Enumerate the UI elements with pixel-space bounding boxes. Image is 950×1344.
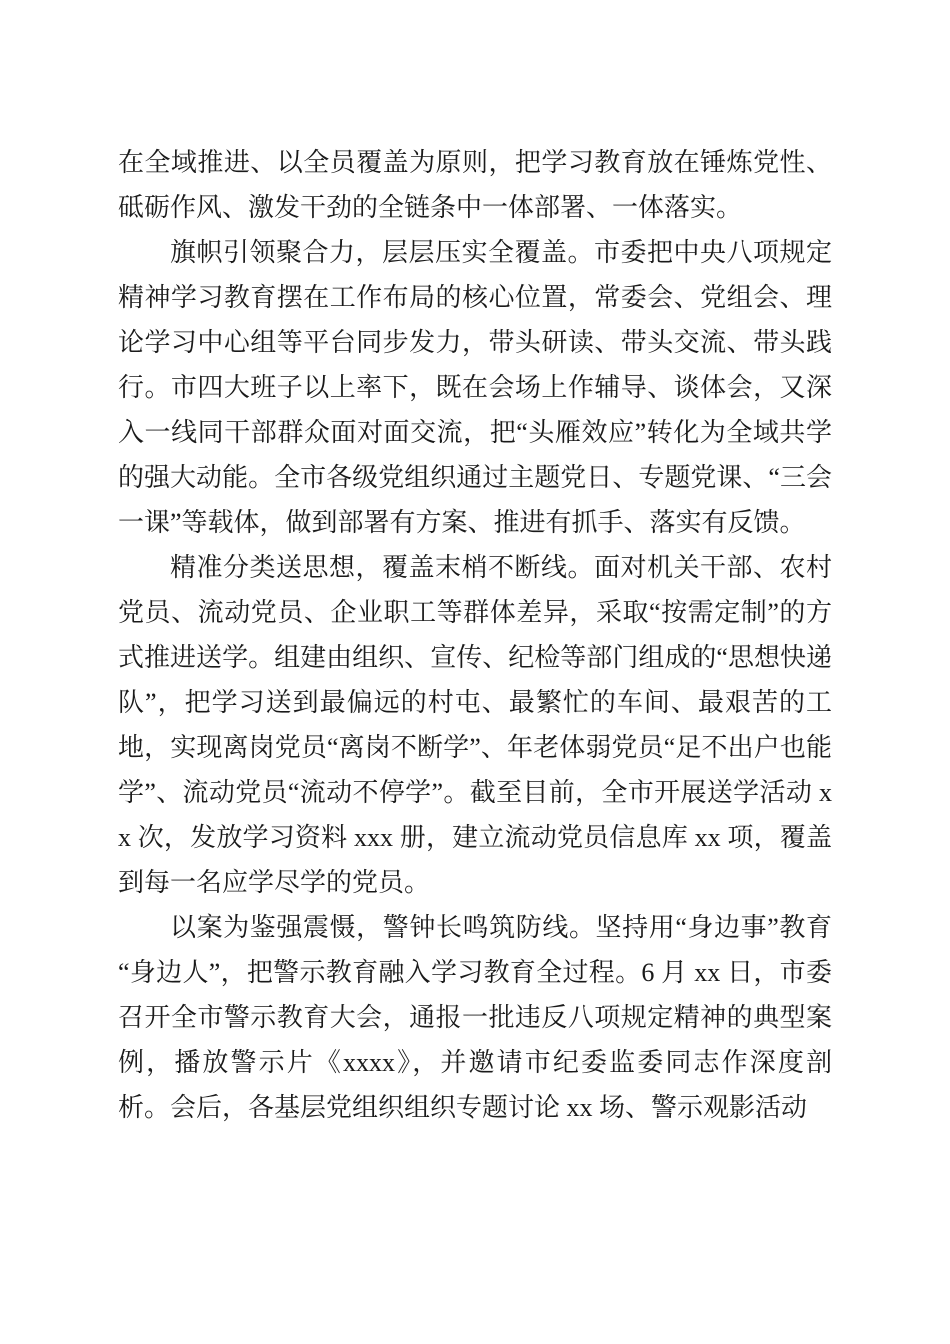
paragraph-warning-education: 以案为鉴强震慑，警钟长鸣筑防线。坚持用“身边事”教育“身边人”，把警示教育融入学习教育全过程。6 月 xx 日，市委召开全市警示教育大会，通报一批违反八项规定精神的典型案例，播放警示片《xxxx》，并邀请市纪委监委同志作深度剖析。会后，各基层党组织组织专题讨论 xx 场、警示观影活动 <box>118 913 832 1122</box>
paragraph-targeted-delivery: 精准分类送思想，覆盖末梢不断线。面对机关干部、农村党员、流动党员、企业职工等群体差异，采取“按需定制”的方式推进送学。组建由组织、宣传、纪检等部门组成的“思想快递队”，把学习送到最偏远的村屯、最繁忙的车间、最艰苦的工地，实现离岗党员“离岗不断学”、年老体弱党员“足不出户也能学”、流动党员“流动不停学”。截至目前，全市开展送学活动 xx 次，发放学习资料 xxx 册，建立流动党员信息库 xx 项，覆盖到每一名应学尽学的党员。 <box>118 553 832 897</box>
paragraph-flag-leading: 旗帜引领聚合力，层层压实全覆盖。市委把中央八项规定精神学习教育摆在工作布局的核心位置，常委会、党组会、理论学习中心组等平台同步发力，带头研读、带头交流、带头践行。市四大班子以上率下，既在会场上作辅导、谈体会，又深入一线同干部群众面对面交流，把“头雁效应”转化为全域共学的强大动能。全市各级党组织通过主题党日、专题党课、“三会一课”等载体，做到部署有方案、推进有抓手、落实有反馈。 <box>118 238 832 537</box>
document-body <box>118 140 832 1130</box>
paragraph-continuation: 在全域推进、以全员覆盖为原则，把学习教育放在锤炼党性、砥砺作风、激发干劲的全链条中一体部署、一体落实。 <box>118 148 832 222</box>
